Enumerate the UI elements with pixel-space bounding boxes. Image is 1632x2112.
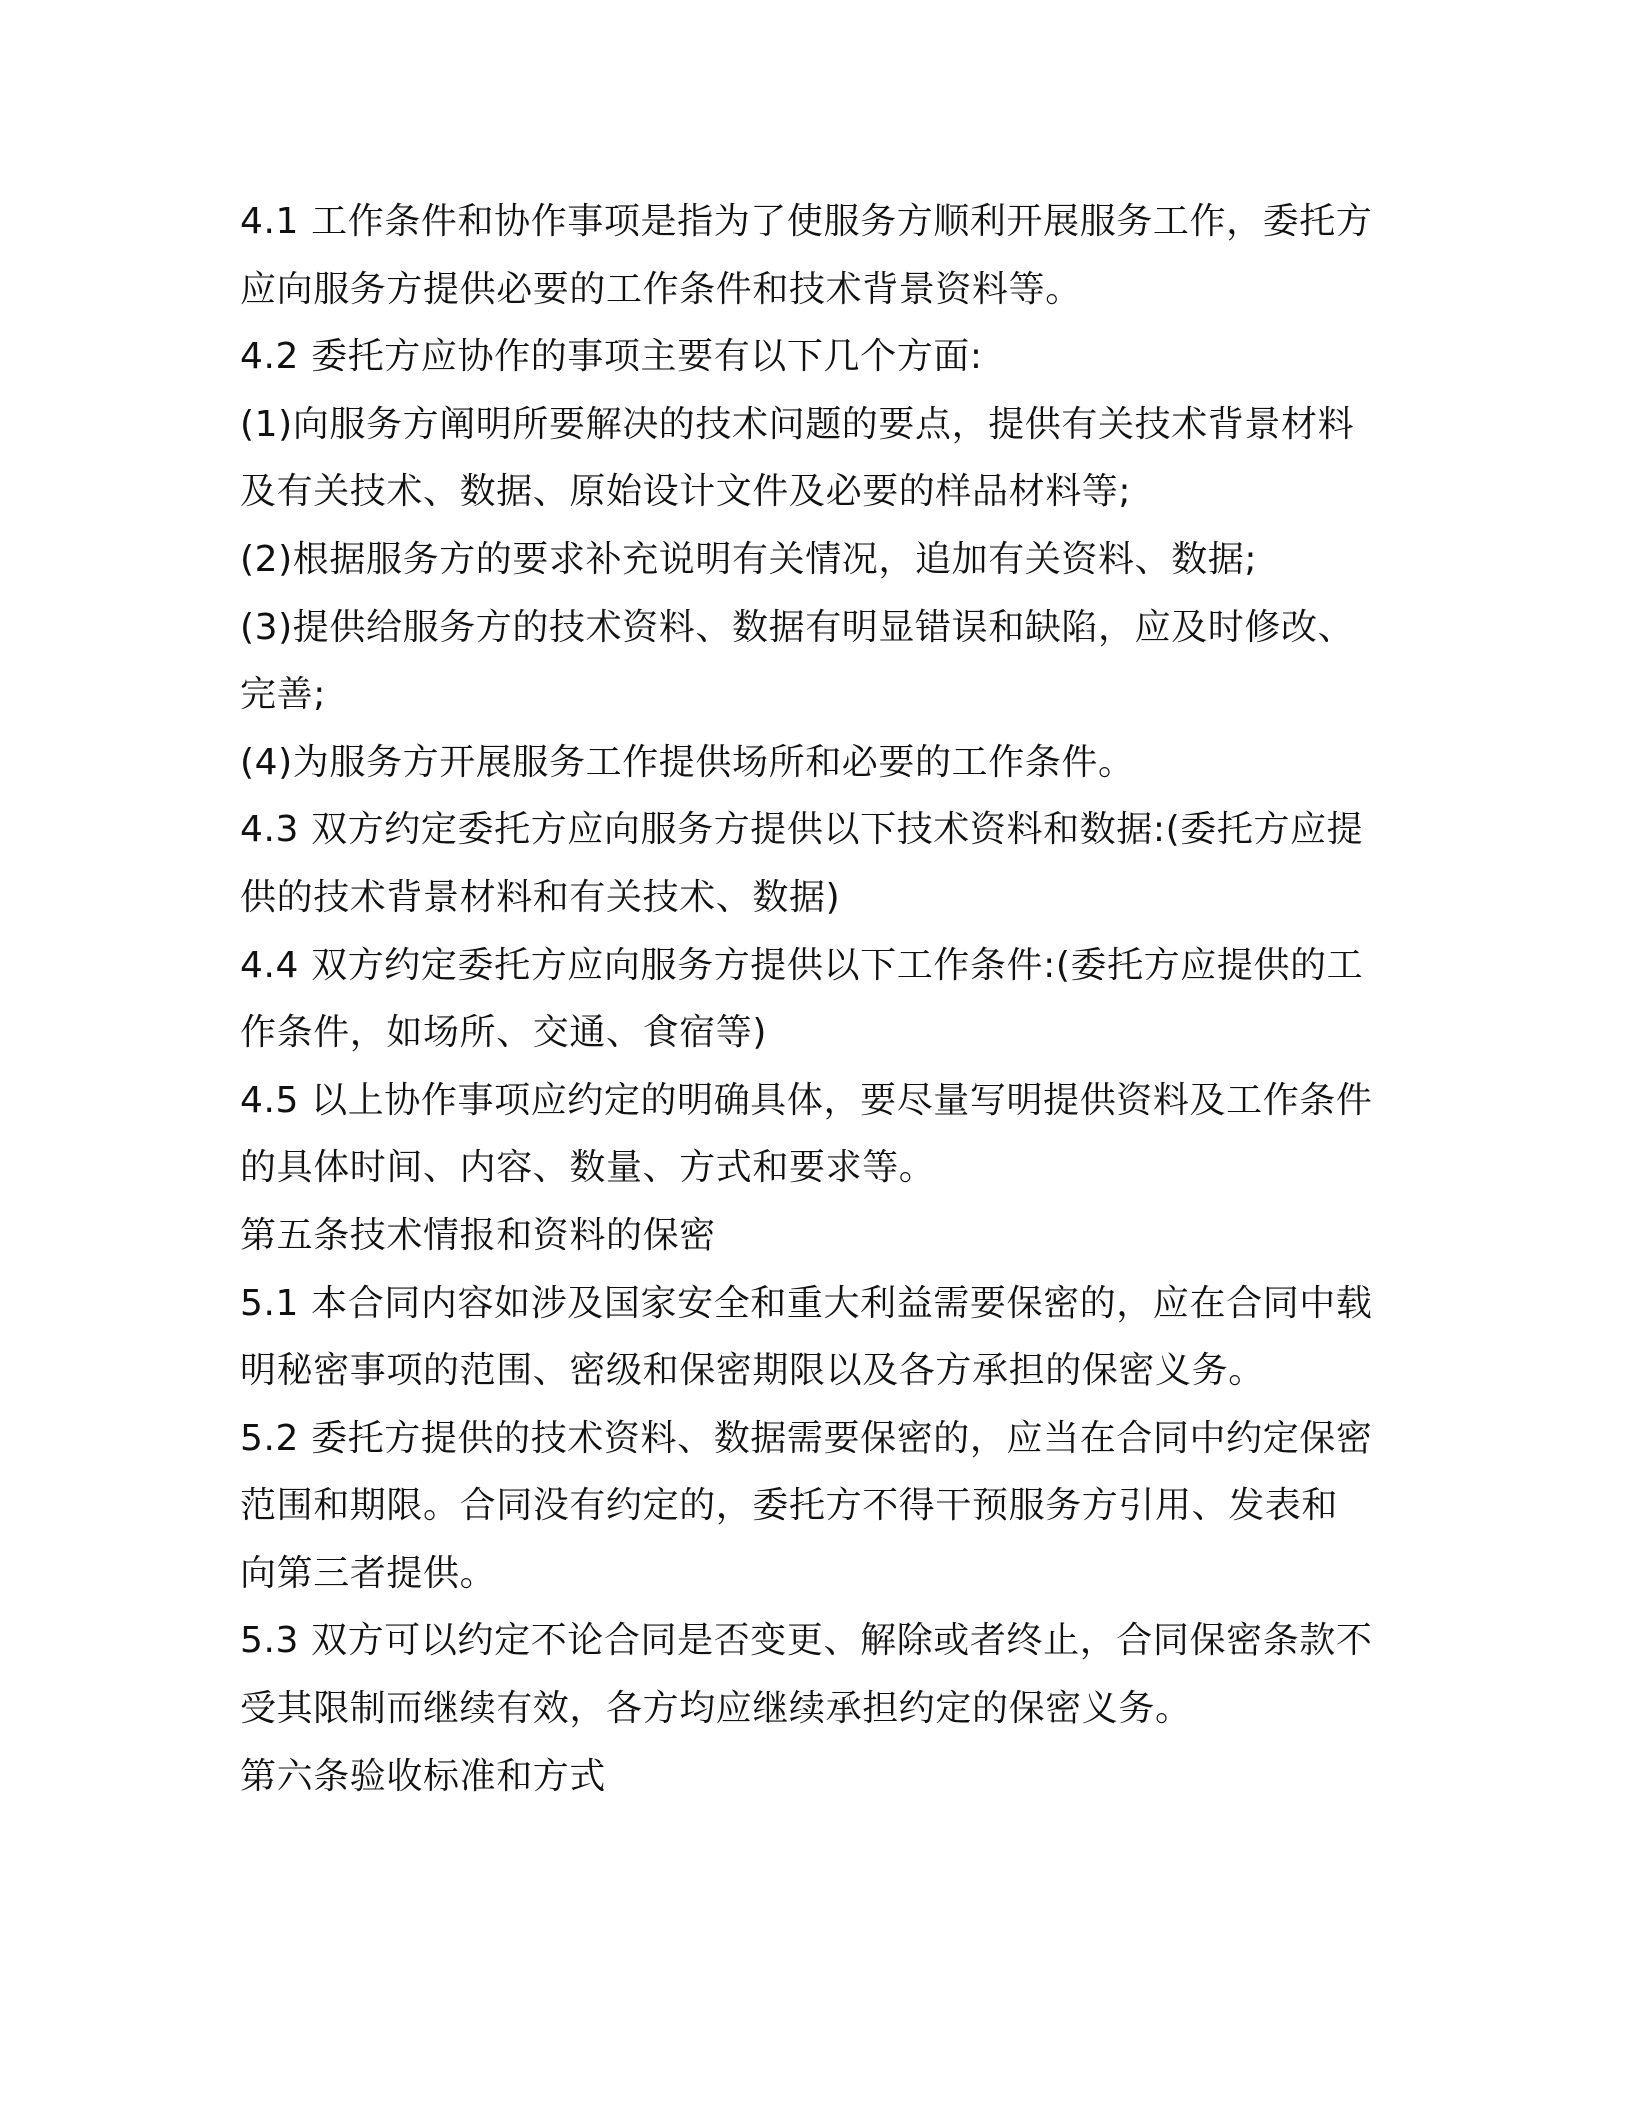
- section-heading-5: 第五条技术情报和资料的保密: [240, 1214, 716, 1256]
- clause-4-2-item-3: (3)提供给服务方的技术资料、数据有明显错误和缺陷，应及时修改、 完善;: [240, 606, 1355, 716]
- clause-4-2-item-4: (4)为服务方开展服务工作提供场所和必要的工作条件。: [240, 741, 1135, 783]
- clause-5-2: 5.2 委托方提供的技术资料、数据需要保密的，应当在合同中约定保密 范围和期限。合同没有约定的，委托方不得干预服务方引用、发表和 向第三者提供。: [240, 1417, 1373, 1594]
- clause-5-1: 5.1 本合同内容如涉及国家安全和重大利益需要保密的，应在合同中载 明秘密事项的范围、密级和保密期限以及各方承担的保密义务。: [240, 1282, 1373, 1392]
- clause-4-1: 4.1 工作条件和协作事项是指为了使服务方顺利开展服务工作，委托方 应向服务方提供必要的工作条件和技术背景资料等。: [240, 201, 1373, 310]
- clause-5-3: 5.3 双方可以约定不论合同是否变更、解除或者终止，合同保密条款不 受其限制而继续有效，各方均应继续承担约定的保密义务。: [240, 1620, 1373, 1730]
- clause-4-2-item-1: (1)向服务方阐明所要解决的技术问题的要点，提供有关技术背景材料 及有关技术、数据、原始设计文件及必要的样品材料等;: [240, 403, 1355, 513]
- section-heading-6: 第六条验收标准和方式: [240, 1755, 607, 1797]
- clause-4-5: 4.5 以上协作事项应约定的明确具体，要尽量写明提供资料及工作条件 的具体时间、内容、数量、方式和要求等。: [240, 1079, 1373, 1189]
- clause-4-2-item-2: (2)根据服务方的要求补充说明有关情况，追加有关资料、数据;: [240, 538, 1258, 580]
- clause-4-3: 4.3 双方约定委托方应向服务方提供以下技术资料和数据:(委托方应提 供的技术背景材料和有关技术、数据): [240, 809, 1364, 918]
- clause-4-2: 4.2 委托方应协作的事项主要有以下几个方面:: [240, 336, 983, 378]
- clause-4-4: 4.4 双方约定委托方应向服务方提供以下工作条件:(委托方应提供的工 作条件，如场所、交通、食宿等): [240, 944, 1364, 1054]
- document-body: [240, 188, 1400, 1810]
